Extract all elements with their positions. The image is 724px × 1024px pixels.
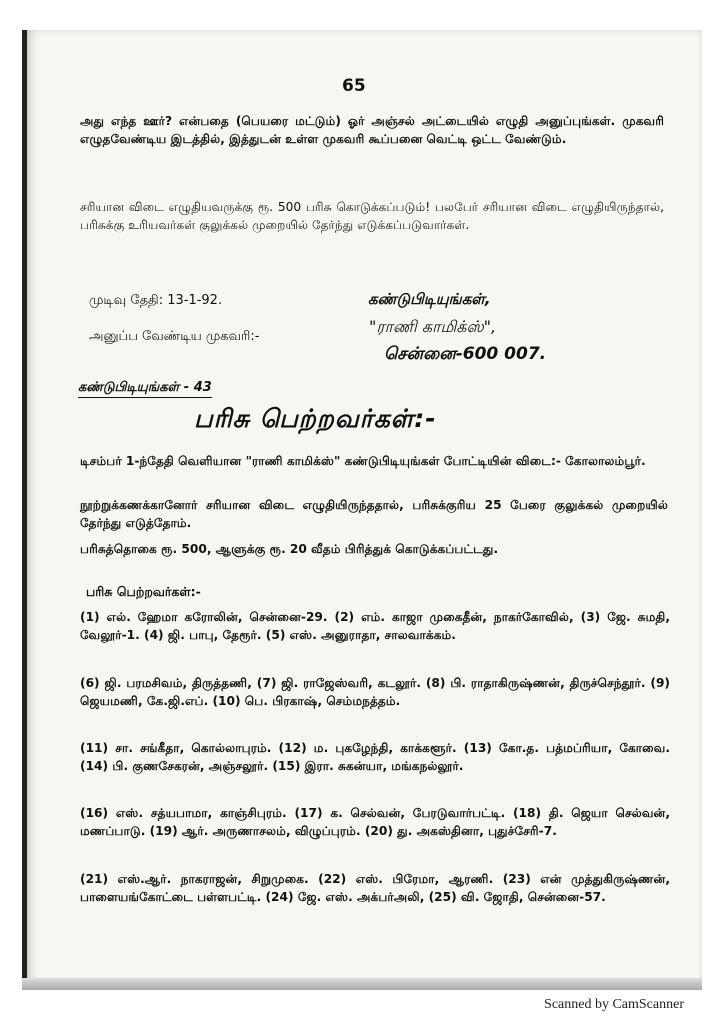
winners-list-1: (1) எல். ஹேமா கரோலின், சென்னை-29. (2) எம். காஜா முகைதீன், நாகர்கோவில், (3) ஜே. சுமதி, வேலூர்-1. (4) ஜி. பாபு, தேரூர். (5) எஸ். அனுராதா, சாலவாக்கம். [80,610,670,642]
address-line-3: சென்னை-600 007. [384,344,547,364]
winners-title: பரிசு பெற்றவர்கள்:- [194,404,437,433]
announcement-paragraph: டிசம்பர் 1-ந்தேதி வெளியான "ராணி காமிக்ஸ்" கண்டுபிடியுங்கள் போட்டியின் விடை:- கோலாலம்பூர். [80,454,646,468]
winners-list-3: (11) சா. சங்கீதா, கொல்லாபுரம். (12) ம. புகழேந்தி, காக்களூர். (13) கோ.த. பத்மப்ரியா, கோவை. (14) பி. குணசேகரன், அஞ்சலூர். (15) இரா. சுகன்யா, மங்கநல்லூர். [80,741,670,773]
section-heading: கண்டுபிடியுங்கள் - 43 [78,380,212,398]
entries-paragraph: நூற்றுக்கணக்கானோர் சரியான விடை எழுதியிருந்ததால், பரிசுக்குரிய 25 பேரை குலுக்கல் முறையில் தேர்ந்து எடுத்தோம். [80,498,668,530]
winners-list-4: (16) எஸ். சத்யபாமா, காஞ்சிபுரம். (17) க. செல்வன், பேரடுவார்பட்டி. (18) தி. ஜெயா செல்வன், மணப்பாடு. (19) ஆர். அருணாசலம், விழுப்புரம். (20) து. அகஸ்தினா, புதுச்சேரி-7. [80,806,670,838]
page-bottom-edge [22,978,702,990]
winners-list-5: (21) எஸ்.ஆர். நாகராஜன், சிறுமுகை. (22) எஸ். பிரேமா, ஆரணி. (23) என் முத்துகிருஷ்ணன், பாளையங்கோட்டை பள்ளபட்டி. (24) ஜே. எஸ். அக்பர்அலி, (25) வி. ஜோதி, சென்னை-57. [80,872,670,904]
address-line-2: "ராணி காமிக்ஸ்", [369,317,497,336]
address-line-1: கண்டுபிடியுங்கள், [368,290,491,308]
winners-list-2: (6) ஜி. பரமசிவம், திருத்தணி, (7) ஜி. ராஜேஸ்வரி, கடலூர். (8) பி. ராதாகிருஷ்ணன், திருச்செந்தூர். (9) ஜெயமணி, கே.ஜி.எப். (10) பெ. பிரகாஷ், செம்மநத்தம். [80,676,670,708]
send-address-label: அனுப்ப வேண்டிய முகவரி:- [89,329,260,344]
page-number: 65 [342,76,366,96]
winners-label: பரிசு பெற்றவர்கள்:- [86,584,201,599]
scanner-credit: Scanned by CamScanner [544,997,684,1012]
scanned-page [22,30,702,990]
prize-paragraph: சரியான விடை எழுதியவருக்கு ரூ. 500 பரிசு கொடுக்கப்படும்! பலபேர் சரியான விடை எழுதியிருந்தால், பரிசுக்கு உரியவர்கள் குலுக்கல் முறையில் தேர்ந்து எடுக்கப்படுவார்கள். [80,200,664,232]
deadline-text: முடிவு தேதி: 13-1-92. [89,293,223,308]
amount-paragraph: பரிசுத்தொகை ரூ. 500, ஆளுக்கு ரூ. 20 வீதம் பிரித்துக் கொடுக்கப்பட்டது. [80,542,499,556]
intro-paragraph: அது எந்த ஊர்? என்பதை (பெயரை மட்டும்) ஓர் அஞ்சல் அட்டையில் எழுதி அனுப்புங்கள். முகவரி எழுதவேண்டிய இடத்தில், இத்துடன் உள்ள முகவரி கூப்பனை வெட்டி ஒட்ட வேண்டும். [80,114,664,146]
